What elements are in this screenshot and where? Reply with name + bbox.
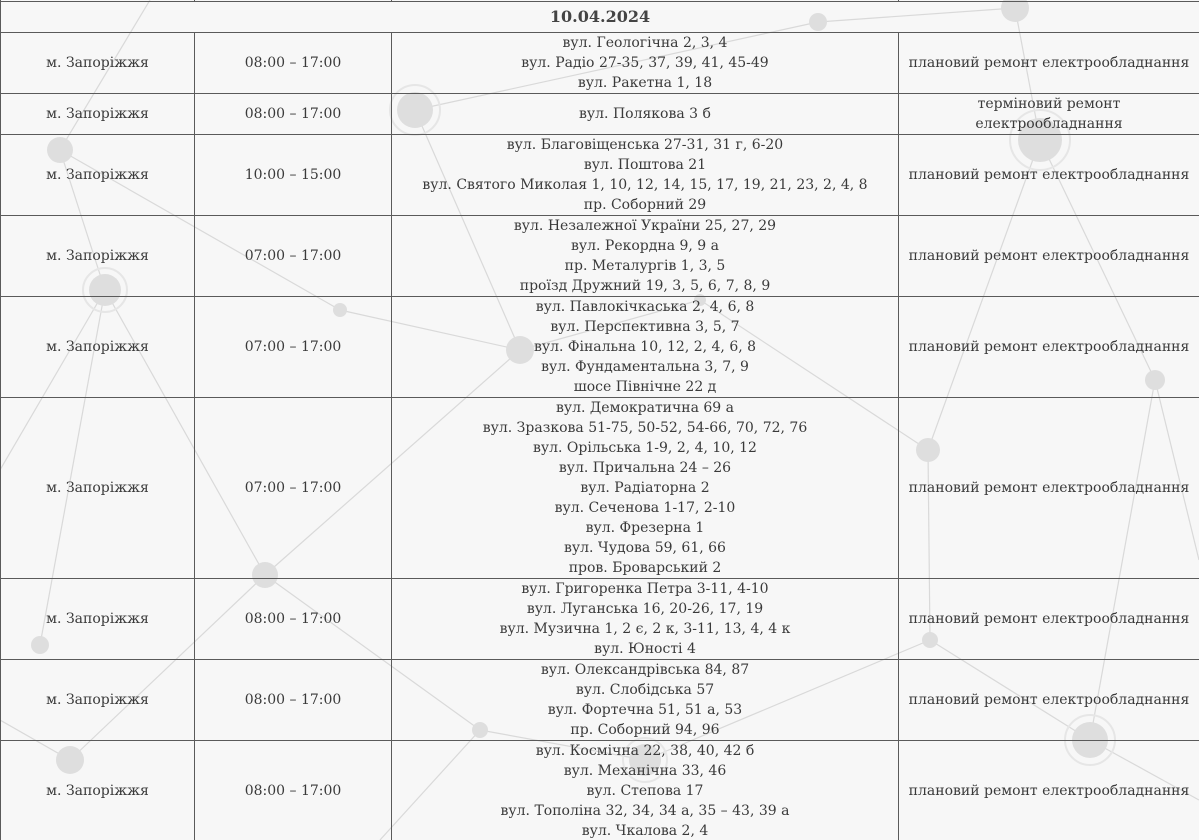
address-line: пров. Броварський 2 — [568, 560, 722, 576]
time-cell: 08:00 – 17:00 — [195, 94, 392, 135]
date-heading: 10.04.2024 — [1, 2, 1199, 33]
address-line: вул. Радіо 27-35, 37, 39, 41, 45-49 — [521, 55, 769, 71]
reason-cell: плановий ремонт електрообладнання — [899, 741, 1199, 840]
time-cell: 07:00 – 17:00 — [195, 297, 392, 398]
address-line: пр. Соборний 29 — [583, 197, 707, 213]
address-line: вул. Перспективна 3, 5, 7 — [550, 319, 740, 335]
address-line: пр. Металургів 1, 3, 5 — [564, 258, 726, 274]
addresses-cell — [392, 398, 899, 579]
address-line: вул. Степова 17 — [586, 783, 704, 799]
table-row — [1, 135, 1199, 216]
city-cell: м. Запоріжжя — [1, 33, 195, 94]
table-row — [1, 741, 1199, 840]
address-line: вул. Чудова 59, 61, 66 — [564, 540, 726, 556]
address-line: вул. Ракетна 1, 18 — [577, 75, 713, 91]
addresses-cell — [392, 741, 899, 840]
table-row — [1, 579, 1199, 660]
address-line: вул. Олександрівська 84, 87 — [540, 662, 750, 678]
address-line: вул. Демократична 69 а — [555, 400, 735, 416]
city-cell: м. Запоріжжя — [1, 398, 195, 579]
reason-cell: плановий ремонт електрообладнання — [899, 579, 1199, 660]
table-row — [1, 94, 1199, 135]
address-line: пр. Соборний 94, 96 — [570, 722, 720, 738]
reason-cell: плановий ремонт електрообладнання — [899, 33, 1199, 94]
reason-cell: плановий ремонт електрообладнання — [899, 297, 1199, 398]
time-cell: 07:00 – 17:00 — [195, 398, 392, 579]
reason-cell: плановий ремонт електрообладнання — [899, 660, 1199, 741]
reason-cell: терміновий ремонт електрообладнання — [899, 94, 1199, 135]
address-line: вул. Полякова 3 б — [579, 106, 711, 122]
address-line: вул. Космічна 22, 38, 40, 42 б — [535, 743, 755, 759]
address-line: вул. Слобідська 57 — [575, 682, 715, 698]
city-cell: м. Запоріжжя — [1, 297, 195, 398]
address-line: вул. Рекордна 9, 9 а — [570, 238, 720, 254]
address-line: вул. Чкалова 2, 4 — [581, 823, 709, 839]
address-line: шосе Північне 22 д — [573, 379, 717, 395]
address-line: вул. Тополіна 32, 34, 34 а, 35 – 43, 39 а — [500, 803, 790, 819]
address-line: вул. Радіаторна 2 — [580, 480, 710, 496]
address-line: вул. Благовіщенська 27-31, 31 г, 6-20 — [506, 137, 784, 153]
addresses-cell — [392, 33, 899, 94]
date-row — [1, 2, 1199, 33]
table-row — [1, 216, 1199, 297]
address-line: вул. Зразкова 51-75, 50-52, 54-66, 70, 72, 76 — [482, 420, 808, 436]
city-cell: м. Запоріжжя — [1, 216, 195, 297]
time-cell: 08:00 – 17:00 — [195, 660, 392, 741]
table-row — [1, 660, 1199, 741]
addresses-cell — [392, 94, 899, 135]
address-line: вул. Фундаментальна 3, 7, 9 — [541, 359, 749, 375]
address-line: вул. Григоренка Петра 3-11, 4-10 — [521, 581, 769, 597]
city-cell: м. Запоріжжя — [1, 135, 195, 216]
addresses-cell — [392, 297, 899, 398]
time-cell: 10:00 – 15:00 — [195, 135, 392, 216]
address-line: вул. Юності 4 — [594, 641, 696, 657]
time-cell: 08:00 – 17:00 — [195, 579, 392, 660]
address-line: вул. Орільська 1-9, 2, 4, 10, 12 — [533, 440, 757, 456]
reason-cell: плановий ремонт електрообладнання — [899, 216, 1199, 297]
address-line: вул. Музична 1, 2 є, 2 к, 3-11, 13, 4, 4 к — [499, 621, 791, 637]
reason-cell: плановий ремонт електрообладнання — [899, 135, 1199, 216]
address-line: вул. Луганська 16, 20-26, 17, 19 — [526, 601, 764, 617]
time-cell: 08:00 – 17:00 — [195, 33, 392, 94]
city-cell: м. Запоріжжя — [1, 94, 195, 135]
addresses-cell — [392, 216, 899, 297]
address-line: проїзд Дружний 19, 3, 5, 6, 7, 8, 9 — [519, 278, 771, 294]
address-line: вул. Святого Миколая 1, 10, 12, 14, 15, 17, 19, 21, 23, 2, 4, 8 — [422, 177, 868, 193]
table-row — [1, 297, 1199, 398]
table-row — [1, 33, 1199, 94]
time-cell: 08:00 – 17:00 — [195, 741, 392, 840]
address-line: вул. Павлокічкаська 2, 4, 6, 8 — [535, 299, 755, 315]
address-line: вул. Фортечна 51, 51 а, 53 — [547, 702, 743, 718]
addresses-cell — [392, 660, 899, 741]
address-line: вул. Поштова 21 — [583, 157, 707, 173]
table-row — [1, 398, 1199, 579]
addresses-cell — [392, 579, 899, 660]
time-cell: 07:00 – 17:00 — [195, 216, 392, 297]
address-line: вул. Причальна 24 – 26 — [558, 460, 732, 476]
address-line: вул. Сеченова 1-17, 2-10 — [554, 500, 736, 516]
address-line: вул. Фінальна 10, 12, 2, 4, 6, 8 — [533, 339, 757, 355]
address-line: вул. Незалежної України 25, 27, 29 — [513, 218, 777, 234]
address-line: вул. Фрезерна 1 — [585, 520, 705, 536]
city-cell: м. Запоріжжя — [1, 741, 195, 840]
addresses-cell — [392, 135, 899, 216]
address-line: вул. Механічна 33, 46 — [563, 763, 727, 779]
reason-cell: плановий ремонт електрообладнання — [899, 398, 1199, 579]
address-line: вул. Геологічна 2, 3, 4 — [562, 35, 728, 51]
city-cell: м. Запоріжжя — [1, 579, 195, 660]
city-cell: м. Запоріжжя — [1, 660, 195, 741]
